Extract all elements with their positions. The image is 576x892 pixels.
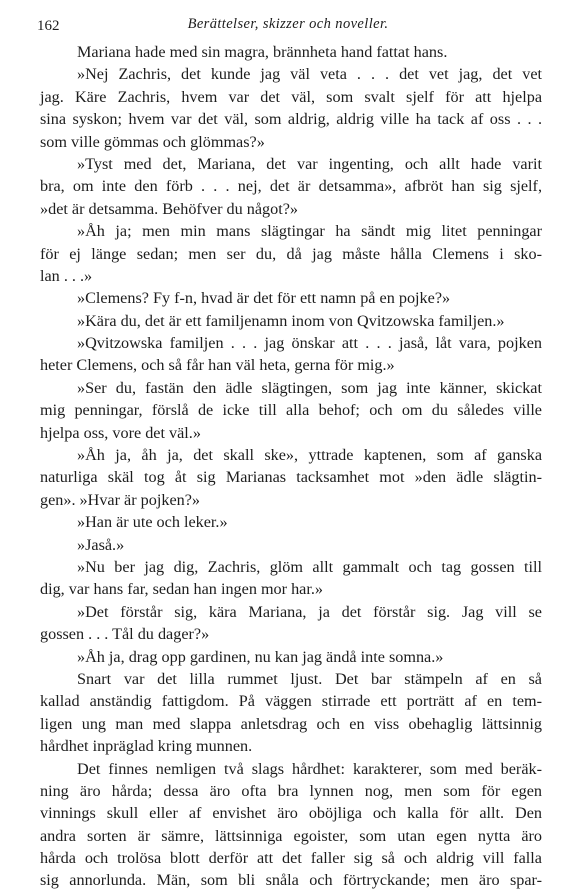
text-line: sina syskon; hvem var det väl, som aldrig, aldrig ville ha tack af oss . . . — [40, 110, 542, 129]
body-text — [40, 41, 542, 892]
text-line: heter Clemens, och så får han väl heta, gerna för mig.» — [40, 356, 395, 375]
text-line: dig, var hans far, sedan han ingen mor har.» — [40, 580, 323, 599]
text-line: jag. Käre Zachris, hvem var det väl, som svalt sjelf för att hjelpa — [40, 87, 542, 106]
text-line: »Åh ja, åh ja, det skall ske», yttrade kaptenen, som af ganska — [77, 446, 542, 465]
text-line: som ville gömmas och glömmas?» — [40, 132, 265, 151]
text-line: hårda och trolösa blott derför att det faller sig så och aldrig vill falla — [40, 849, 542, 868]
text-line: mig penningar, förslå de icke till alla behof; och om du således ville — [40, 401, 542, 420]
text-line: vinnings skull eller af envishet äro oböjliga och kalla för allt. Den — [40, 804, 542, 823]
text-line: »det är detsamma. Behöfver du något?» — [40, 199, 299, 218]
text-line: »Ser du, fastän den ädle slägtingen, som jag inte känner, skickat — [77, 378, 542, 397]
text-line: »Nej Zachris, det kunde jag väl veta . . . det vet jag, det vet — [77, 65, 542, 84]
text-line: andra sorten är sämre, lättsinniga egoister, som utan egen nytta äro — [40, 826, 542, 845]
text-line: »Åh ja, drag opp gardinen, nu kan jag ändå inte somna.» — [77, 647, 444, 666]
text-line: ning äro hårda; dessa äro ofta bra lynnen nog, men som för egen — [40, 781, 542, 800]
text-line: kallad anständig fattigdom. På väggen stirrade ett porträtt af en tem- — [40, 692, 542, 711]
text-line: sig annorlunda. Män, som bli snåla och förtryckande; men äro spar- — [40, 871, 542, 890]
text-line: gossen . . . Tål du dager?» — [40, 625, 210, 644]
text-line: hjelpa oss, vore det väl.» — [40, 423, 201, 442]
running-title: Berättelser, skizzer och noveller. — [187, 16, 389, 32]
text-line: »Clemens? Fy f-n, hvad är det för ett namn på en pojke?» — [77, 289, 451, 308]
text-line: gen». »Hvar är pojken?» — [40, 490, 201, 509]
text-line: Mariana hade med sin magra, brännheta hand fattat hans. — [77, 43, 448, 61]
text-line: naturliga skäl tog åt sig Marianas tacksamhet mot »den ädle slägtin- — [40, 468, 542, 487]
text-line: Snart var det lilla rummet ljust. Det bar stämpeln af en så — [77, 669, 542, 688]
text-line: »Nu ber jag dig, Zachris, glöm allt gammalt och tag gossen till — [77, 557, 542, 576]
text-line: »Han är ute och leker.» — [77, 513, 228, 532]
text-line: »Åh ja; men min mans slägtingar ha sändt mig litet penningar — [77, 222, 542, 241]
text-line: Det finnes nemligen två slags hårdhet: karakterer, som med beräk- — [77, 759, 542, 778]
text-line: lan . . .» — [40, 266, 93, 285]
text-line: för ej länge sedan; men ser du, då jag måste hålla Clemens i sko- — [40, 244, 542, 263]
running-header — [0, 10, 576, 34]
page-number: 162 — [37, 18, 60, 34]
text-line: ligen ung man med slappa anletsdrag och en viss obehaglig lättsinnig — [40, 714, 542, 733]
text-line: »Det förstår sig, kära Mariana, ja det förstår sig. Jag vill se — [77, 602, 542, 621]
text-line: »Tyst med det, Mariana, det var ingenting, och allt hade varit — [77, 154, 542, 173]
text-line: »Qvitzowska familjen . . . jag önskar att . . . jaså, låt vara, pojken — [77, 334, 542, 353]
text-line: bra, om inte den förb . . . nej, det är detsamma», afbröt han sig sjelf, — [40, 177, 542, 196]
text-line: »Kära du, det är ett familjenamn inom von Qvitzowska familjen.» — [77, 311, 505, 330]
text-line: »Jaså.» — [77, 535, 125, 554]
text-line: hårdhet inpräglad kring munnen. — [40, 737, 253, 756]
